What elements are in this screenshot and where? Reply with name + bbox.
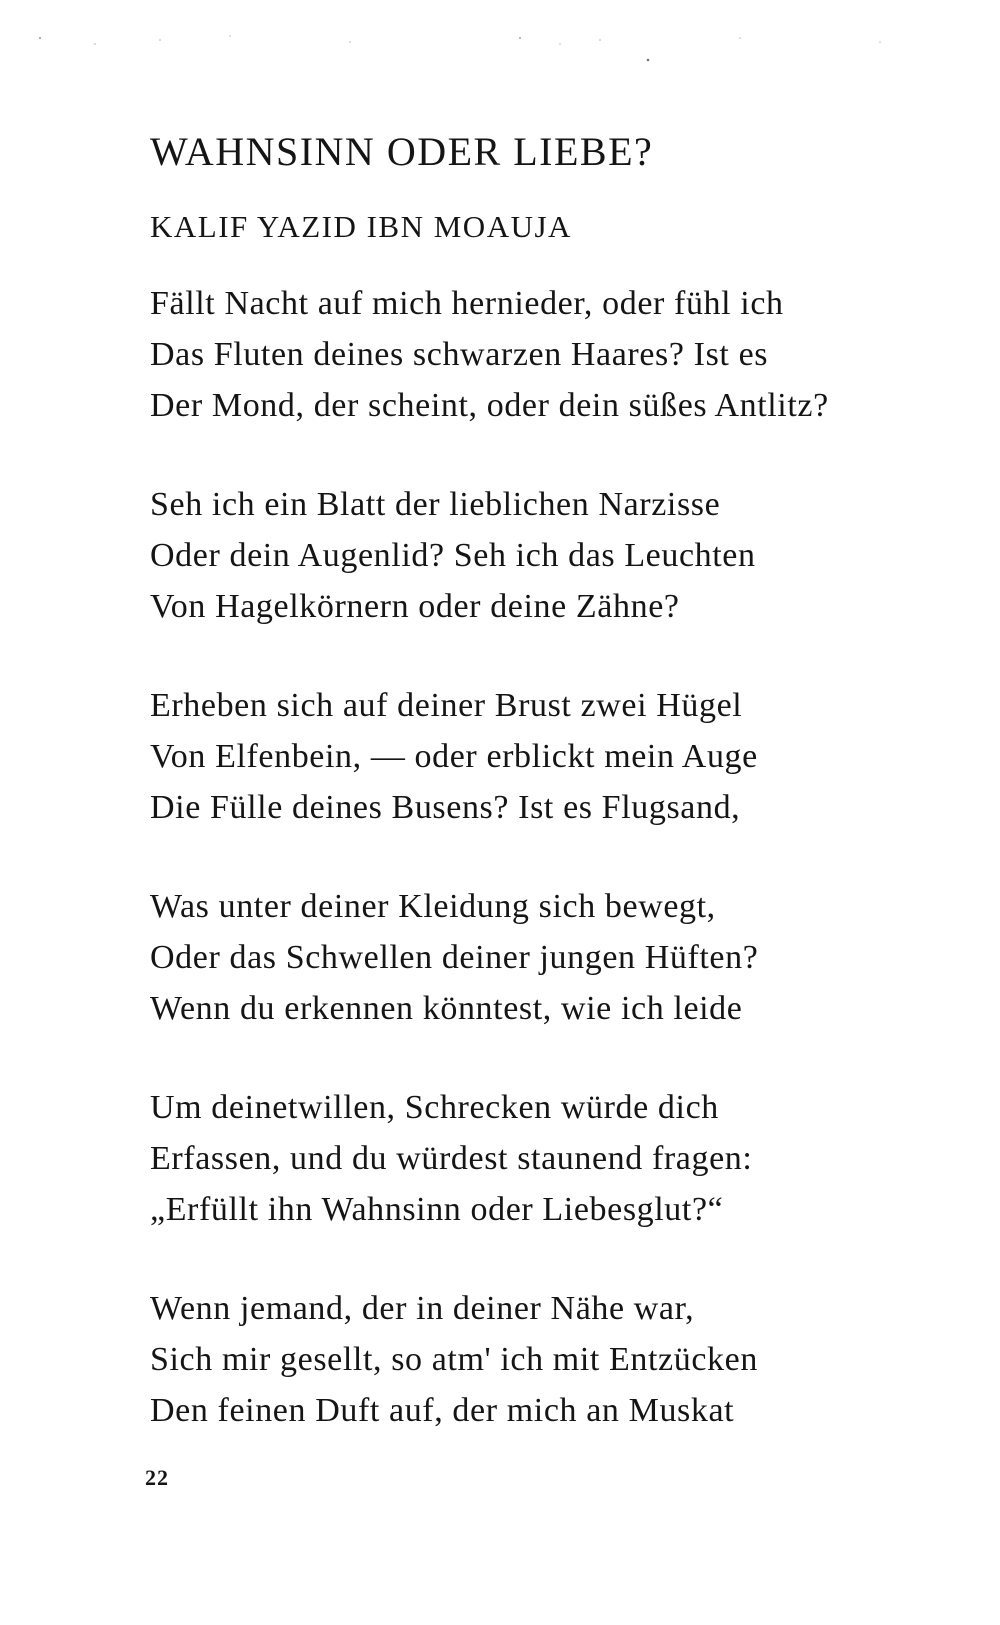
poem-line: Oder dein Augenlid? Seh ich das Leuchten <box>150 537 756 574</box>
poem-title: WAHNSINN ODER LIEBE? <box>150 129 654 174</box>
stanza <box>150 1082 970 1235</box>
poem-line: Was unter deiner Kleidung sich bewegt, <box>150 888 716 925</box>
poem-line: Wenn jemand, der in deiner Nähe war, <box>150 1290 695 1327</box>
poem-line: Sich mir gesellt, so atm' ich mit Entzücken <box>150 1341 758 1378</box>
poem-line: „Erfüllt ihn Wahnsinn oder Liebesglut?“ <box>150 1191 724 1228</box>
poem-line: Seh ich ein Blatt der lieblichen Narzisse <box>150 486 721 523</box>
page-number: 22 <box>145 1465 169 1490</box>
poem-body <box>150 278 970 1484</box>
poem-line: Erheben sich auf deiner Brust zwei Hügel <box>150 687 743 724</box>
stanza <box>150 881 970 1034</box>
poem-line: Das Fluten deines schwarzen Haares? Ist es <box>150 336 769 373</box>
stanza <box>150 278 970 431</box>
poem-line: Um deinetwillen, Schrecken würde dich <box>150 1089 719 1126</box>
stanza <box>150 1283 970 1436</box>
poem-line: Von Hagelkörnern oder deine Zähne? <box>150 588 680 625</box>
scan-noise-top <box>0 0 1000 80</box>
poem-line: Der Mond, der scheint, oder dein süßes Antlitz? <box>150 387 829 424</box>
poem-line: Von Elfenbein, — oder erblickt mein Auge <box>150 738 758 775</box>
stanza <box>150 479 970 632</box>
poem-line: Fällt Nacht auf mich hernieder, oder fühl ich <box>150 285 784 322</box>
stanza <box>150 680 970 833</box>
poem-line: Erfassen, und du würdest staunend fragen: <box>150 1140 753 1177</box>
poem-line: Wenn du erkennen könntest, wie ich leide <box>150 990 743 1027</box>
poem-line: Oder das Schwellen deiner jungen Hüften? <box>150 939 759 976</box>
poem-line: Die Fülle deines Busens? Ist es Flugsand, <box>150 789 741 826</box>
poem-line: Den feinen Duft auf, der mich an Muskat <box>150 1392 735 1429</box>
poem-author: KALIF YAZID IBN MOAUJA <box>150 209 572 244</box>
